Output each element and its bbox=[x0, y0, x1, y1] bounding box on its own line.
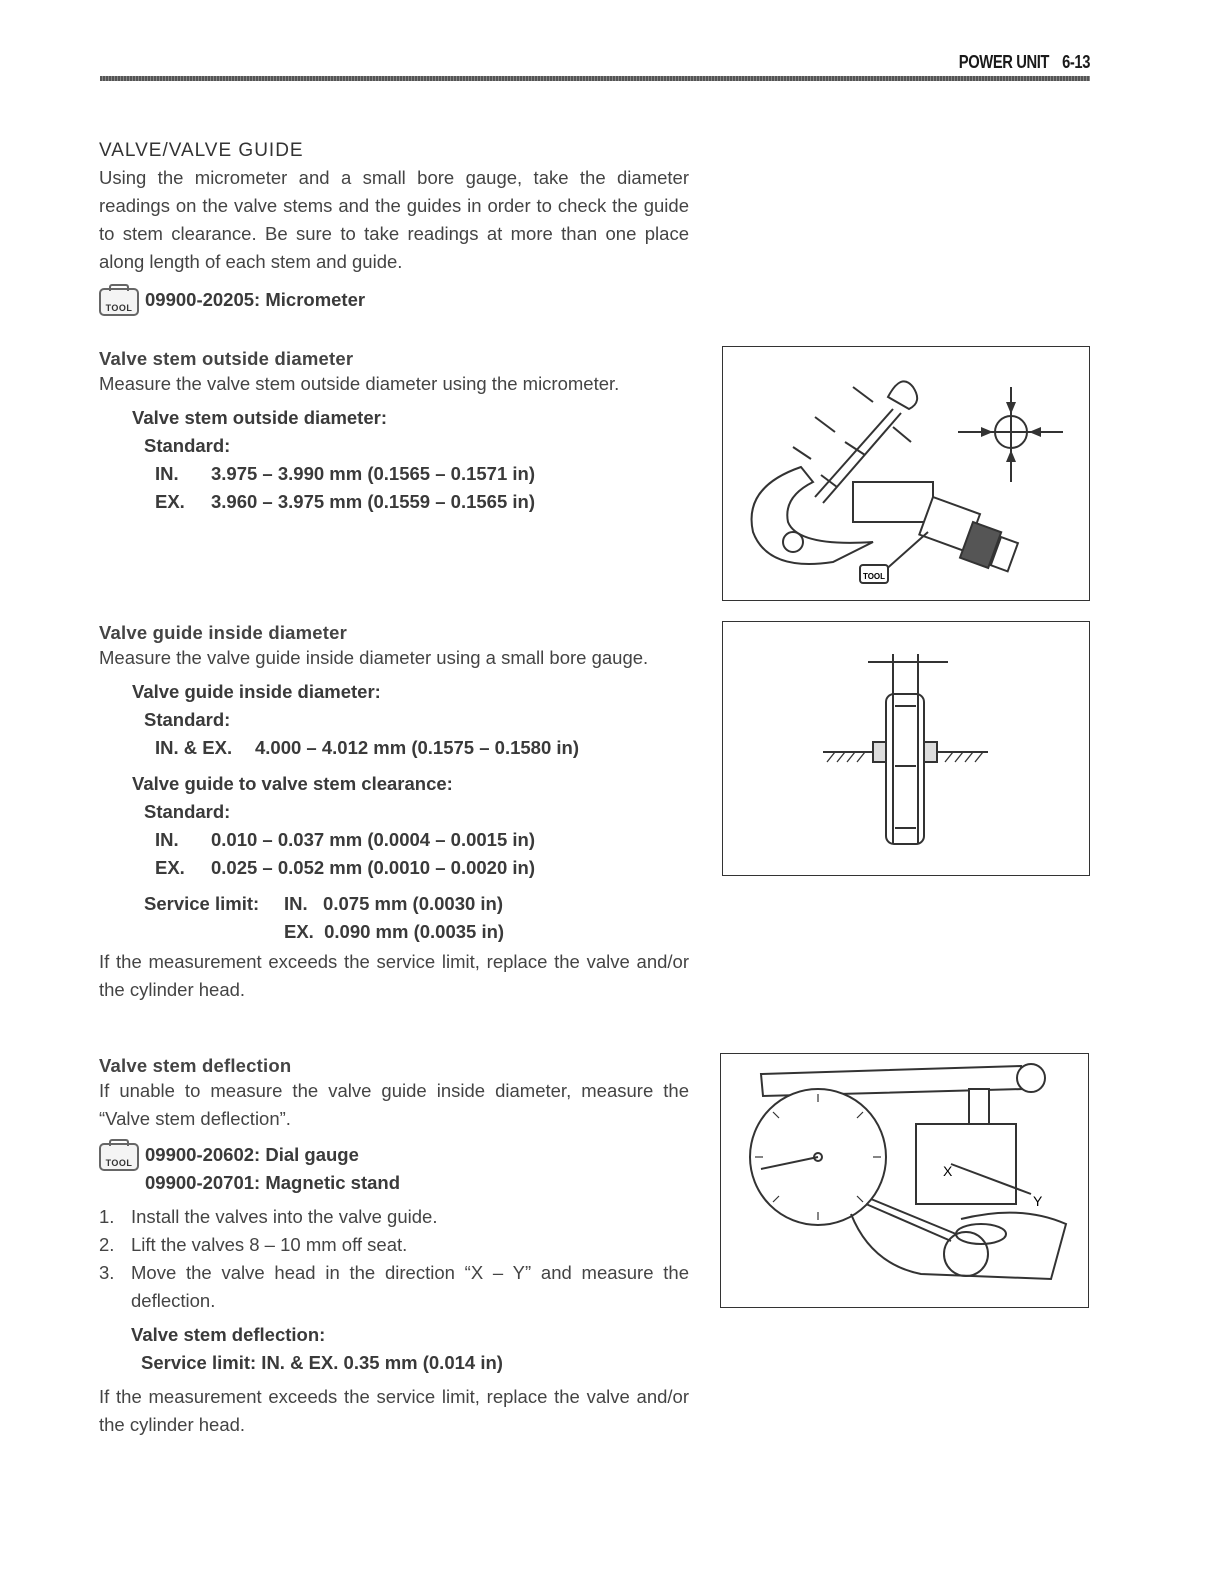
spec-title: Valve stem outside diameter: bbox=[132, 407, 387, 428]
paragraph: If the measurement exceeds the service limit, replace the valve and/or the cylinder head. bbox=[99, 951, 689, 1000]
list-item: 2. Lift the valves 8 – 10 mm off seat. bbox=[99, 1234, 408, 1255]
header-rule bbox=[100, 76, 1090, 81]
tool-name: 09900-20205: Micrometer bbox=[145, 289, 366, 310]
spec-label: IN. bbox=[155, 463, 179, 484]
subsection-heading: Valve stem deflection bbox=[99, 1055, 292, 1076]
tool-name: 09900-20602: Dial gauge bbox=[145, 1144, 359, 1165]
spec-value: 0.025 – 0.052 mm (0.0010 – 0.0020 in) bbox=[211, 857, 535, 878]
spec-value: 3.975 – 3.990 mm (0.1565 – 0.1571 in) bbox=[211, 463, 535, 484]
tool-icon: TOOL bbox=[99, 1143, 139, 1171]
spec-title: Valve guide inside diameter: bbox=[132, 681, 381, 702]
paragraph: If unable to measure the valve guide inside diameter, measure the “Valve stem deflection”. bbox=[99, 1080, 689, 1129]
tool-icon: TOOL bbox=[99, 288, 139, 316]
spec-standard: Standard: bbox=[144, 709, 231, 730]
paragraph: Measure the valve stem outside diameter using the micrometer. bbox=[99, 373, 620, 394]
direction-x-label: X bbox=[943, 1163, 953, 1179]
tool-callout bbox=[99, 286, 689, 316]
stem-od-section bbox=[99, 348, 689, 516]
spec-row-ex bbox=[155, 488, 689, 516]
guide-drawing bbox=[723, 622, 1089, 875]
subsection-heading: Valve stem outside diameter bbox=[99, 348, 354, 369]
direction-y-label: Y bbox=[1033, 1193, 1043, 1209]
service-limit-row bbox=[144, 890, 689, 918]
page-header bbox=[100, 52, 1090, 78]
spec-block bbox=[132, 404, 689, 516]
micrometer-figure bbox=[722, 346, 1090, 601]
spec-block bbox=[131, 1321, 689, 1377]
service-limit-label: Service limit: bbox=[144, 893, 260, 914]
service-limit-ex: EX. 0.090 mm (0.0035 in) bbox=[284, 921, 505, 942]
page-number: 6-13 bbox=[1062, 52, 1090, 72]
spec-label: EX. bbox=[155, 491, 185, 512]
spec-value: 0.010 – 0.037 mm (0.0004 – 0.0015 in) bbox=[211, 829, 535, 850]
list-item: 1. Install the valves into the valve guide. bbox=[99, 1206, 438, 1227]
list-item: 3. Move the valve head in the direction “X – Y” and measure the deflection. bbox=[99, 1262, 689, 1311]
spec-row-in bbox=[155, 826, 689, 854]
paragraph: If the measurement exceeds the service limit, replace the valve and/or the cylinder head. bbox=[99, 1386, 689, 1435]
micrometer-drawing bbox=[723, 347, 1089, 600]
intro-section bbox=[99, 140, 689, 316]
spec-label: IN. & EX. bbox=[155, 737, 233, 758]
subsection-heading: Valve guide inside diameter bbox=[99, 622, 348, 643]
service-limit-in: IN. 0.075 mm (0.0030 in) bbox=[284, 893, 504, 914]
guide-figure bbox=[722, 621, 1090, 876]
section-title: POWER UNIT bbox=[958, 52, 1049, 72]
steps-list bbox=[99, 1203, 689, 1315]
dial-gauge-figure bbox=[720, 1053, 1089, 1308]
spec-standard: Standard: bbox=[144, 801, 231, 822]
section-heading: VALVE/VALVE GUIDE bbox=[99, 140, 304, 161]
spec-value: 4.000 – 4.012 mm (0.1575 – 0.1580 in) bbox=[255, 737, 579, 758]
spec-title: Valve stem deflection: bbox=[131, 1324, 326, 1345]
deflection-section bbox=[99, 1055, 689, 1439]
guide-id-section bbox=[99, 622, 689, 1004]
spec-row-inex bbox=[155, 734, 689, 762]
intro-paragraph: Using the micrometer and a small bore gauge, take the diameter readings on the valve stems and the guides in order to check the guide to stem clearance. Be sure to take readings at more than one place along length of each stem and guide. bbox=[99, 167, 689, 272]
header-text bbox=[959, 52, 1090, 73]
tool-callout bbox=[99, 1141, 689, 1197]
paragraph: Measure the valve guide inside diameter using a small bore gauge. bbox=[99, 647, 649, 668]
tool-name: 09900-20701: Magnetic stand bbox=[145, 1172, 401, 1193]
clearance-title: Valve guide to valve stem clearance: bbox=[132, 773, 453, 794]
spec-value: 3.960 – 3.975 mm (0.1559 – 0.1565 in) bbox=[211, 491, 535, 512]
spec-block bbox=[132, 678, 689, 946]
spec-standard: Standard: bbox=[144, 435, 231, 456]
dial-gauge-drawing bbox=[721, 1054, 1088, 1307]
spec-label: IN. bbox=[155, 829, 179, 850]
spec-row-in bbox=[155, 460, 689, 488]
spec-label: EX. bbox=[155, 857, 185, 878]
tool-tag: TOOL bbox=[862, 572, 886, 581]
service-limit: Service limit: IN. & EX. 0.35 mm (0.014 in) bbox=[141, 1352, 503, 1373]
spec-row-ex bbox=[155, 854, 689, 882]
